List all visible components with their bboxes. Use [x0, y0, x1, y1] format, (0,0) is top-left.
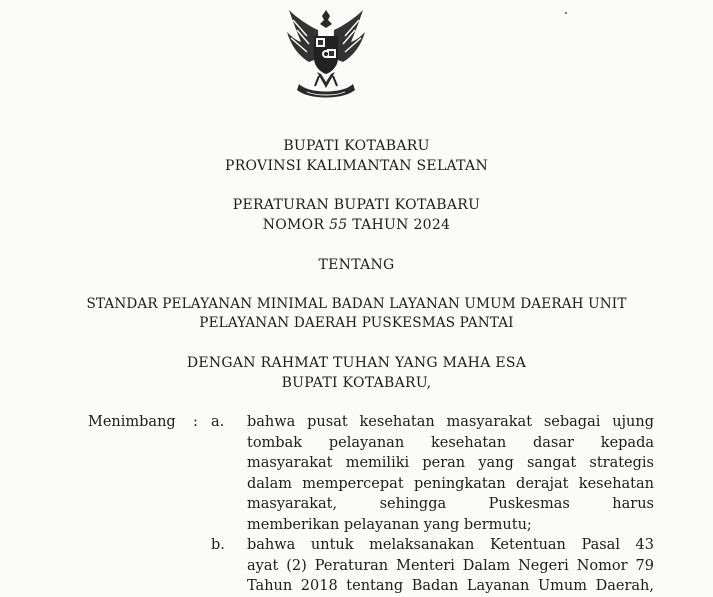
item-a-line: bahwa pusat kesehatan masyarakat sebagai ujung — [247, 414, 654, 430]
item-a-line: dalam mempercepat peningkatan derajat kesehatan — [247, 475, 654, 492]
item-a-line: masyarakat memiliki peran yang sangat strategis — [247, 455, 654, 471]
item-b-marker: b. — [211, 537, 225, 553]
item-b-line: Tahun 2018 tentang Badan Layanan Umum Daerah, — [247, 578, 654, 594]
item-a-marker: a. — [211, 414, 225, 430]
garuda-emblem-icon — [285, 6, 367, 102]
preamble-line-1: DENGAN RAHMAT TUHAN YANG MAHA ESA — [186, 355, 527, 371]
item-b-line: ayat (2) Peraturan Menteri Dalam Negeri Nomor 79 — [247, 557, 654, 574]
number-prefix: NOMOR — [262, 217, 325, 233]
subject-line-1: STANDAR PELAYANAN MINIMAL BADAN LAYANAN UMUM DAERAH UNIT — [86, 296, 627, 312]
scan-speck — [565, 12, 567, 14]
header-line-1: BUPATI KOTABARU — [283, 138, 430, 154]
header-line-2: PROVINSI KALIMANTAN SELATAN — [224, 158, 489, 174]
preamble-line-2: BUPATI KOTABARU, — [281, 375, 432, 391]
subject-line-2: PELAYANAN DAERAH PUSKESMAS PANTAI — [199, 315, 514, 331]
number-value: 55 — [329, 217, 348, 233]
number-suffix: TAHUN 2024 — [352, 217, 451, 233]
regulation-title: PERATURAN BUPATI KOTABARU — [232, 197, 481, 213]
considering-label: Menimbang — [88, 414, 176, 430]
item-a-line: memberikan pelayanan yang bermutu; — [247, 516, 532, 533]
item-a-line: masyarakat, sehingga Puskesmas harus — [247, 496, 654, 512]
item-b-line: bahwa untuk melaksanakan Ketentuan Pasal 43 — [247, 537, 654, 553]
about-label: TENTANG — [318, 257, 395, 273]
item-a-line: tombak pelayanan kesehatan dasar kepada — [247, 434, 654, 451]
considering-colon: : — [193, 414, 198, 430]
regulation-number — [0, 217, 713, 233]
